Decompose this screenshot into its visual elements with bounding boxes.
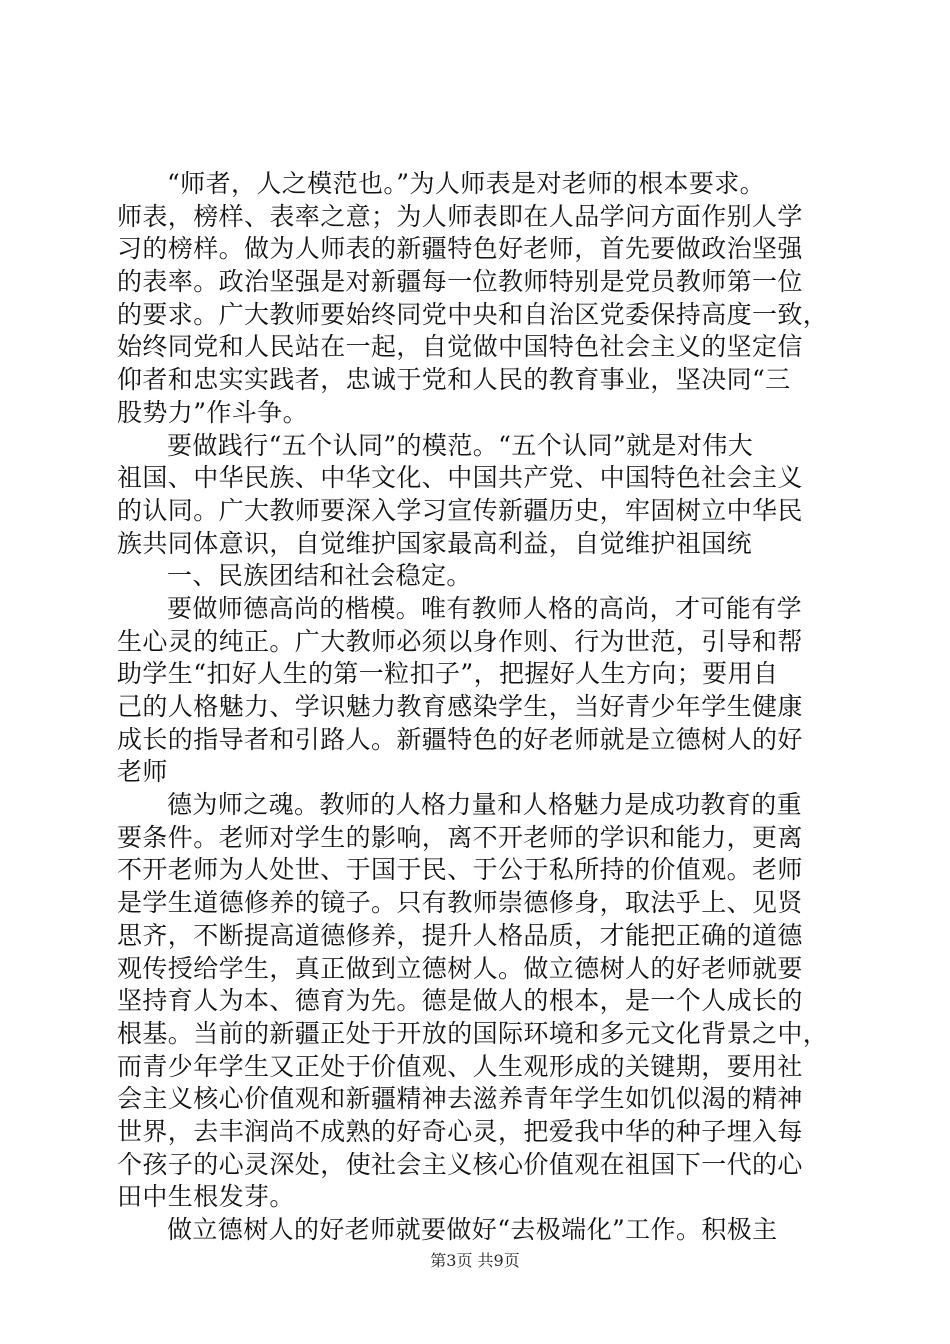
text-line: 观传授给学生，真正做到立德树人。做立德树人的好老师就要 bbox=[117, 953, 803, 983]
text-line: 助学生“扣好人生的第一粒扣子”，把握好人生方向；要用自 bbox=[117, 659, 779, 689]
text-line: 会主义核心价值观和新疆精神去滋养青年学生如饥似渴的精神 bbox=[117, 1084, 803, 1114]
text-line: 做立德树人的好老师就要做好“去极端化”工作。积极主 bbox=[167, 1215, 778, 1244]
text-line: 习的榜样。做为人师表的新疆特色好老师，首先要做政治坚强 bbox=[117, 234, 803, 264]
text-line: 世界，去丰润尚不成熟的好奇心灵，把爱我中华的种子埋入每 bbox=[117, 1116, 803, 1146]
text-line: 而青少年学生又正处于价值观、人生观形成的关键期，要用社 bbox=[117, 1051, 803, 1081]
text-line: 田中生根发芽。 bbox=[117, 1182, 295, 1212]
text-line: 坚持育人为本、德育为先。德是做人的根本，是一个人成长的 bbox=[117, 986, 803, 1016]
document-body bbox=[117, 168, 839, 1247]
text-line: 的表率。政治坚强是对新疆每一位教师特别是党员教师第一位 bbox=[117, 267, 803, 297]
text-line: 个孩子的心灵深处，使社会主义核心价值观在祖国下一代的心 bbox=[117, 1149, 803, 1179]
text-line: 老师 bbox=[117, 757, 168, 787]
text-line: 生心灵的纯正。广大教师必须以身作则、行为世范，引导和帮 bbox=[117, 626, 803, 656]
text-line: 是学生道德修养的镜子。只有教师崇德修身，取法乎上、见贤 bbox=[117, 888, 803, 918]
text-line: 股势力”作斗争。 bbox=[117, 397, 308, 427]
text-line: 不开老师为人处世、于国于民、于公于私所持的价值观。老师 bbox=[117, 855, 803, 885]
text-line: 要做践行“五个认同”的模范。“五个认同”就是对伟大 bbox=[167, 430, 754, 460]
text-line: 的要求。广大教师要始终同党中央和自治区党委保持高度一致， bbox=[117, 299, 829, 329]
text-line: 祖国、中华民族、中华文化、中国共产党、中国特色社会主义 bbox=[117, 463, 803, 493]
text-line: 成长的指导者和引路人。新疆特色的好老师就是立德树人的好 bbox=[117, 724, 803, 754]
page-footer: 第3页 共9页 bbox=[430, 1251, 520, 1270]
text-line: 己的人格魅力、学识魅力教育感染学生，当好青少年学生健康 bbox=[117, 692, 803, 721]
text-line: 族共同体意识，自觉维护国家最高利益，自觉维护祖国统 bbox=[117, 528, 753, 558]
text-line: 一、民族团结和社会稳定。 bbox=[167, 561, 472, 591]
text-line: 要做师德高尚的楷模。唯有教师人格的高尚，才可能有学 bbox=[167, 593, 803, 623]
text-line: 师表，榜样、表率之意；为人师表即在人品学问方面作别人学 bbox=[117, 201, 803, 231]
text-line: 始终同党和人民站在一起，自觉做中国特色社会主义的坚定信 bbox=[117, 332, 803, 362]
text-line: 思齐，不断提高道德修养，提升人格品质，才能把正确的道德 bbox=[117, 920, 803, 950]
text-line: 仰者和忠实实践者，忠诚于党和人民的教育事业，坚决同“三 bbox=[117, 365, 791, 395]
text-line: “师者，人之模范也。”为人师表是对老师的根本要求。 bbox=[167, 169, 766, 198]
text-line: 要条件。老师对学生的影响，离不开老师的学识和能力，更离 bbox=[117, 822, 803, 852]
text-line: 根基。当前的新疆正处于开放的国际环境和多元文化背景之中， bbox=[117, 1018, 829, 1048]
text-line: 德为师之魂。教师的人格力量和人格魅力是成功教育的重 bbox=[167, 790, 803, 820]
text-line: 的认同。广大教师要深入学习宣传新疆历史，牢固树立中华民 bbox=[117, 495, 803, 525]
